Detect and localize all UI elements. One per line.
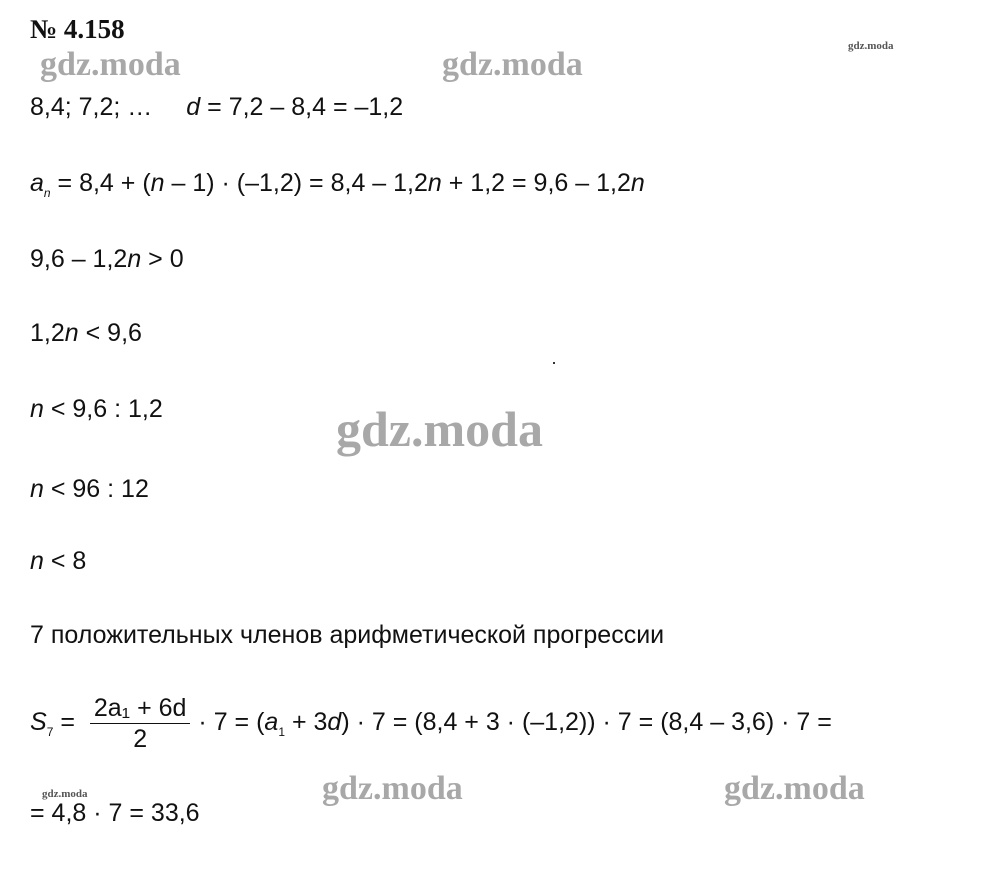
nth-term-formula: $a_n = 8,4 + (n - 1) \cdot (-1,2) = 8,4 - 1,2n + 1,2 = 9,6 - 1,2n$ (30, 169, 645, 200)
watermark: gdz.moda (848, 40, 894, 52)
watermark: gdz.moda (40, 46, 181, 83)
fraction: $\frac{\text{2a₁ + 6d}}{2}$ (90, 693, 191, 754)
conclusion-text: 7 положительных членов арифметической прогрессии (30, 621, 665, 649)
sequence-line: 8,4; 7,2; … d = 7,2 – 8,4 = –1,2 (30, 93, 404, 121)
inequality-4: n < 96 : 12 (30, 475, 149, 503)
inequality-3: n < 9,6 : 1,2 (30, 395, 163, 423)
watermark: gdz.moda (724, 770, 865, 807)
stray-dot (553, 362, 555, 364)
watermark: gdz.moda (42, 788, 88, 800)
sum-result: = 4,8 · 7 = 33,6 (30, 799, 200, 827)
inequality-1: 9,6 – 1,2n > 0 (30, 245, 184, 273)
inequality-5: n < 8 (30, 547, 87, 575)
inequality-2: 1,2n < 9,6 (30, 319, 142, 347)
page-title: № 4.158 (30, 14, 125, 44)
watermark: gdz.moda (442, 46, 583, 83)
watermark: gdz.moda (336, 401, 543, 457)
sum-formula: $S_7$ = $\frac{\text{2a₁ + 6d}}{2}$ · $7 = (a_1 + 3d) \cdot 7 = (8,4 + 3 \cdot (-1,2)) \cdot 7 = (8,4 - 3,6) \cdot 7$ = (30, 693, 832, 753)
watermark: gdz.moda (322, 770, 463, 807)
